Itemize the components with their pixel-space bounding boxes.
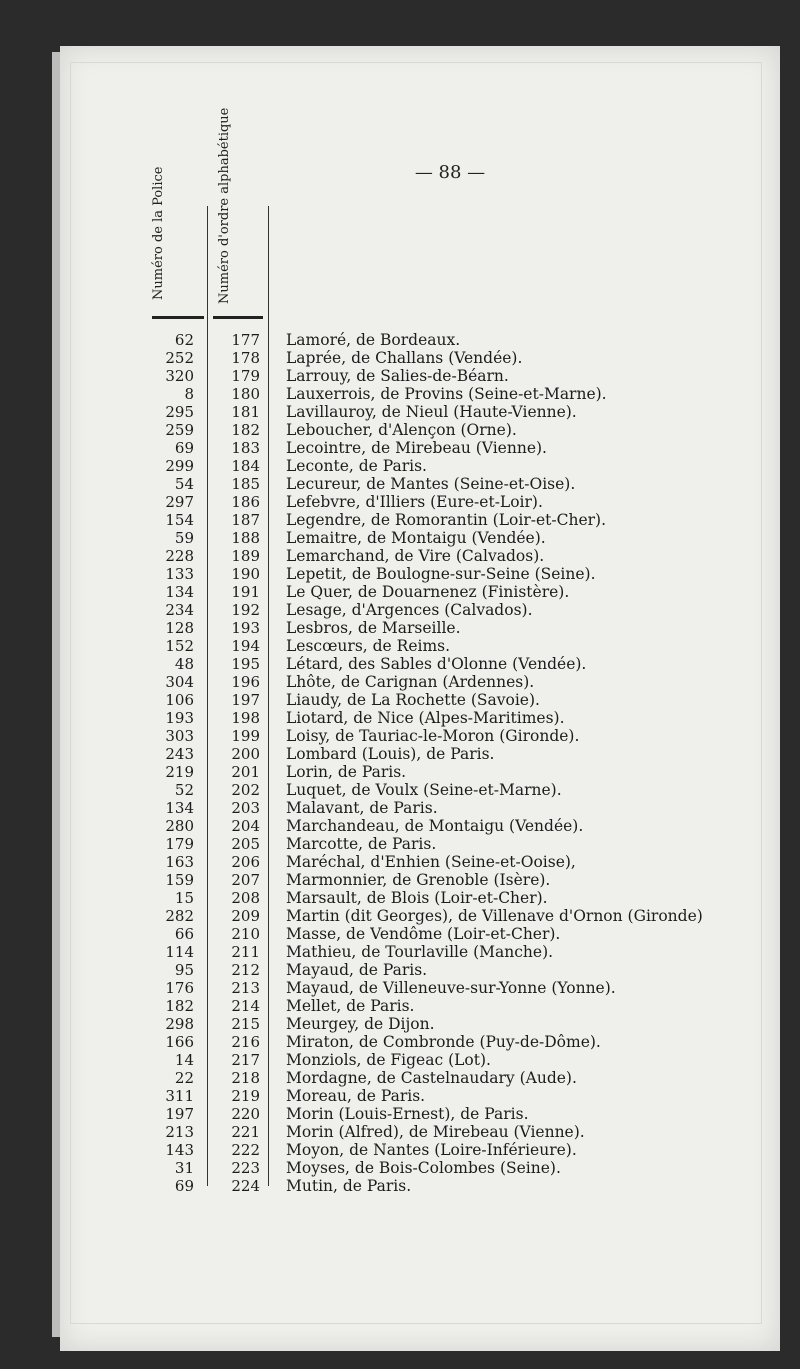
entry-name: Lepetit, de Boulogne-sur-Seine (Seine). xyxy=(286,565,596,583)
entry-name: Lefebvre, d'Illiers (Eure-et-Loir). xyxy=(286,493,543,511)
police-number: 213 xyxy=(165,1123,194,1141)
order-number: 178 xyxy=(231,349,260,367)
entry-name: Martin (dit Georges), de Villenave d'Ornon (Gironde) xyxy=(286,907,703,925)
police-number: 128 xyxy=(165,619,194,637)
order-number: 200 xyxy=(231,745,260,763)
list-item xyxy=(140,781,780,799)
list-item xyxy=(140,925,780,943)
entry-name: Le Quer, de Douarnenez (Finistère). xyxy=(286,583,570,601)
order-number: 185 xyxy=(231,475,260,493)
police-number: 143 xyxy=(165,1141,194,1159)
order-number: 181 xyxy=(231,403,260,421)
order-number: 183 xyxy=(231,439,260,457)
police-number: 320 xyxy=(165,367,194,385)
order-number: 219 xyxy=(231,1087,260,1105)
police-number: 163 xyxy=(165,853,194,871)
entry-name: Lescœurs, de Reims. xyxy=(286,637,451,655)
list-item xyxy=(140,421,780,439)
police-number: 193 xyxy=(165,709,194,727)
police-number: 295 xyxy=(165,403,194,421)
entry-name: Lorin, de Paris. xyxy=(286,763,407,781)
list-item xyxy=(140,745,780,763)
entry-name: Leconte, de Paris. xyxy=(286,457,427,475)
police-number: 299 xyxy=(165,457,194,475)
entry-name: Malavant, de Paris. xyxy=(286,799,438,817)
entry-name: Lemaitre, de Montaigu (Vendée). xyxy=(286,529,546,547)
order-number: 204 xyxy=(231,817,260,835)
list-item xyxy=(140,547,780,565)
list-item xyxy=(140,1177,780,1195)
list-item xyxy=(140,655,780,673)
header-rule-police xyxy=(152,316,204,319)
list-item xyxy=(140,817,780,835)
police-number: 114 xyxy=(165,943,194,961)
order-number: 212 xyxy=(231,961,260,979)
list-item xyxy=(140,493,780,511)
police-number: 298 xyxy=(165,1015,194,1033)
order-number: 210 xyxy=(231,925,260,943)
police-number: 179 xyxy=(165,835,194,853)
order-number: 205 xyxy=(231,835,260,853)
police-number: 154 xyxy=(165,511,194,529)
entry-name: Moreau, de Paris. xyxy=(286,1087,426,1105)
entry-name: Maréchal, d'Enhien (Seine-et-Ooise), xyxy=(286,853,576,871)
order-number: 218 xyxy=(231,1069,260,1087)
police-number: 282 xyxy=(165,907,194,925)
police-number: 54 xyxy=(174,475,194,493)
order-number: 188 xyxy=(231,529,260,547)
order-number: 217 xyxy=(231,1051,260,1069)
police-number: 280 xyxy=(165,817,194,835)
list-item xyxy=(140,349,780,367)
entry-name: Liaudy, de La Rochette (Savoie). xyxy=(286,691,540,709)
header-police-number: Numéro de la Police xyxy=(151,166,166,300)
list-item xyxy=(140,853,780,871)
police-number: 69 xyxy=(174,439,194,457)
list-item xyxy=(140,1141,780,1159)
police-number: 182 xyxy=(165,997,194,1015)
order-number: 191 xyxy=(231,583,260,601)
police-number: 59 xyxy=(174,529,194,547)
police-number: 8 xyxy=(184,385,194,403)
list-item xyxy=(140,1087,780,1105)
order-number: 187 xyxy=(231,511,260,529)
order-number: 202 xyxy=(231,781,260,799)
list-item xyxy=(140,583,780,601)
list-item xyxy=(140,1123,780,1141)
order-number: 199 xyxy=(231,727,260,745)
order-number: 177 xyxy=(231,331,260,349)
order-number: 197 xyxy=(231,691,260,709)
order-number: 208 xyxy=(231,889,260,907)
police-number: 133 xyxy=(165,565,194,583)
police-number: 134 xyxy=(165,583,194,601)
police-number: 134 xyxy=(165,799,194,817)
list-item xyxy=(140,1015,780,1033)
list-item xyxy=(140,727,780,745)
entry-name: Lesbros, de Marseille. xyxy=(286,619,461,637)
list-item xyxy=(140,997,780,1015)
order-number: 192 xyxy=(231,601,260,619)
order-number: 193 xyxy=(231,619,260,637)
list-item xyxy=(140,673,780,691)
entry-name: Mutin, de Paris. xyxy=(286,1177,412,1195)
police-number: 62 xyxy=(174,331,194,349)
police-number: 197 xyxy=(165,1105,194,1123)
entry-name: Marcotte, de Paris. xyxy=(286,835,437,853)
list-item xyxy=(140,565,780,583)
list-item xyxy=(140,601,780,619)
entry-name: Mayaud, de Paris. xyxy=(286,961,428,979)
list-item xyxy=(140,961,780,979)
entry-name: Leboucher, d'Alençon (Orne). xyxy=(286,421,517,439)
order-number: 222 xyxy=(231,1141,260,1159)
order-number: 223 xyxy=(231,1159,260,1177)
header-rule-ordre xyxy=(213,316,263,319)
order-number: 221 xyxy=(231,1123,260,1141)
police-number: 48 xyxy=(174,655,194,673)
entry-name: Meurgey, de Dijon. xyxy=(286,1015,435,1033)
list-item xyxy=(140,403,780,421)
order-number: 184 xyxy=(231,457,260,475)
police-number: 311 xyxy=(165,1087,194,1105)
police-number: 106 xyxy=(165,691,194,709)
police-number: 166 xyxy=(165,1033,194,1051)
order-number: 201 xyxy=(231,763,260,781)
entry-name: Mayaud, de Villeneuve-sur-Yonne (Yonne). xyxy=(286,979,616,997)
order-number: 207 xyxy=(231,871,260,889)
list-item xyxy=(140,979,780,997)
order-number: 214 xyxy=(231,997,260,1015)
entry-name: Masse, de Vendôme (Loir-et-Cher). xyxy=(286,925,561,943)
entry-name: Lhôte, de Carignan (Ardennes). xyxy=(286,673,535,691)
entry-name: Larrouy, de Salies-de-Béarn. xyxy=(286,367,509,385)
order-number: 203 xyxy=(231,799,260,817)
order-number: 194 xyxy=(231,637,260,655)
list-item xyxy=(140,637,780,655)
list-item xyxy=(140,1069,780,1087)
entry-name: Loisy, de Tauriac-le-Moron (Gironde). xyxy=(286,727,580,745)
entry-name: Moyses, de Bois-Colombes (Seine). xyxy=(286,1159,561,1177)
list-item xyxy=(140,511,780,529)
entry-name: Mathieu, de Tourlaville (Manche). xyxy=(286,943,554,961)
order-number: 209 xyxy=(231,907,260,925)
list-item xyxy=(140,907,780,925)
entry-name: Morin (Alfred), de Mirebeau (Vienne). xyxy=(286,1123,585,1141)
page-number: — 88 — xyxy=(414,162,486,183)
order-number: 180 xyxy=(231,385,260,403)
order-number: 186 xyxy=(231,493,260,511)
order-number: 190 xyxy=(231,565,260,583)
list-item xyxy=(140,1051,780,1069)
entry-name: Monziols, de Figeac (Lot). xyxy=(286,1051,491,1069)
entry-name: Mordagne, de Castelnaudary (Aude). xyxy=(286,1069,577,1087)
police-number: 159 xyxy=(165,871,194,889)
entry-name: Moyon, de Nantes (Loire-Inférieure). xyxy=(286,1141,577,1159)
police-number: 66 xyxy=(174,925,194,943)
entry-name: Liotard, de Nice (Alpes-Maritimes). xyxy=(286,709,565,727)
order-number: 198 xyxy=(231,709,260,727)
entry-name: Marsault, de Blois (Loir-et-Cher). xyxy=(286,889,548,907)
police-number: 219 xyxy=(165,763,194,781)
police-number: 228 xyxy=(165,547,194,565)
entry-name: Miraton, de Combronde (Puy-de-Dôme). xyxy=(286,1033,601,1051)
entry-name: Létard, des Sables d'Olonne (Vendée). xyxy=(286,655,587,673)
list-item xyxy=(140,1033,780,1051)
order-number: 215 xyxy=(231,1015,260,1033)
list-item xyxy=(140,943,780,961)
police-number: 15 xyxy=(174,889,194,907)
entry-name: Lavillauroy, de Nieul (Haute-Vienne). xyxy=(286,403,577,421)
police-number: 14 xyxy=(174,1051,194,1069)
entry-list xyxy=(140,331,780,1195)
order-number: 182 xyxy=(231,421,260,439)
entry-name: Morin (Louis-Ernest), de Paris. xyxy=(286,1105,529,1123)
list-item xyxy=(140,889,780,907)
entry-name: Legendre, de Romorantin (Loir-et-Cher). xyxy=(286,511,606,529)
list-item xyxy=(140,331,780,349)
entry-name: Mellet, de Paris. xyxy=(286,997,415,1015)
police-number: 259 xyxy=(165,421,194,439)
header-alphabetical-order: Numéro d'ordre alphabétique xyxy=(217,107,232,304)
list-item xyxy=(140,475,780,493)
list-item xyxy=(140,835,780,853)
list-item xyxy=(140,619,780,637)
police-number: 243 xyxy=(165,745,194,763)
entry-name: Laprée, de Challans (Vendée). xyxy=(286,349,523,367)
entry-name: Lamoré, de Bordeaux. xyxy=(286,331,461,349)
entry-name: Luquet, de Voulx (Seine-et-Marne). xyxy=(286,781,562,799)
police-number: 297 xyxy=(165,493,194,511)
order-number: 216 xyxy=(231,1033,260,1051)
police-number: 52 xyxy=(174,781,194,799)
entry-name: Lesage, d'Argences (Calvados). xyxy=(286,601,533,619)
police-number: 252 xyxy=(165,349,194,367)
page-edge xyxy=(52,52,60,1337)
police-number: 234 xyxy=(165,601,194,619)
police-number: 69 xyxy=(174,1177,194,1195)
list-item xyxy=(140,691,780,709)
list-item xyxy=(140,709,780,727)
list-item xyxy=(140,871,780,889)
order-number: 224 xyxy=(231,1177,260,1195)
list-item xyxy=(140,529,780,547)
entry-name: Marmonnier, de Grenoble (Isère). xyxy=(286,871,551,889)
order-number: 179 xyxy=(231,367,260,385)
entry-name: Lombard (Louis), de Paris. xyxy=(286,745,495,763)
entry-name: Lecureur, de Mantes (Seine-et-Oise). xyxy=(286,475,576,493)
list-item xyxy=(140,1159,780,1177)
order-number: 196 xyxy=(231,673,260,691)
order-number: 206 xyxy=(231,853,260,871)
list-item xyxy=(140,799,780,817)
list-item xyxy=(140,457,780,475)
list-item xyxy=(140,439,780,457)
list-item xyxy=(140,1105,780,1123)
police-number: 95 xyxy=(174,961,194,979)
entry-name: Lecointre, de Mirebeau (Vienne). xyxy=(286,439,547,457)
list-item xyxy=(140,763,780,781)
entry-name: Marchandeau, de Montaigu (Vendée). xyxy=(286,817,584,835)
list-item xyxy=(140,385,780,403)
police-number: 31 xyxy=(174,1159,194,1177)
list-item xyxy=(140,367,780,385)
order-number: 195 xyxy=(231,655,260,673)
order-number: 220 xyxy=(231,1105,260,1123)
entry-name: Lemarchand, de Vire (Calvados). xyxy=(286,547,545,565)
police-number: 176 xyxy=(165,979,194,997)
entry-name: Lauxerrois, de Provins (Seine-et-Marne). xyxy=(286,385,607,403)
police-number: 152 xyxy=(165,637,194,655)
order-number: 189 xyxy=(231,547,260,565)
order-number: 211 xyxy=(231,943,260,961)
order-number: 213 xyxy=(231,979,260,997)
police-number: 304 xyxy=(165,673,194,691)
police-number: 303 xyxy=(165,727,194,745)
police-number: 22 xyxy=(174,1069,194,1087)
